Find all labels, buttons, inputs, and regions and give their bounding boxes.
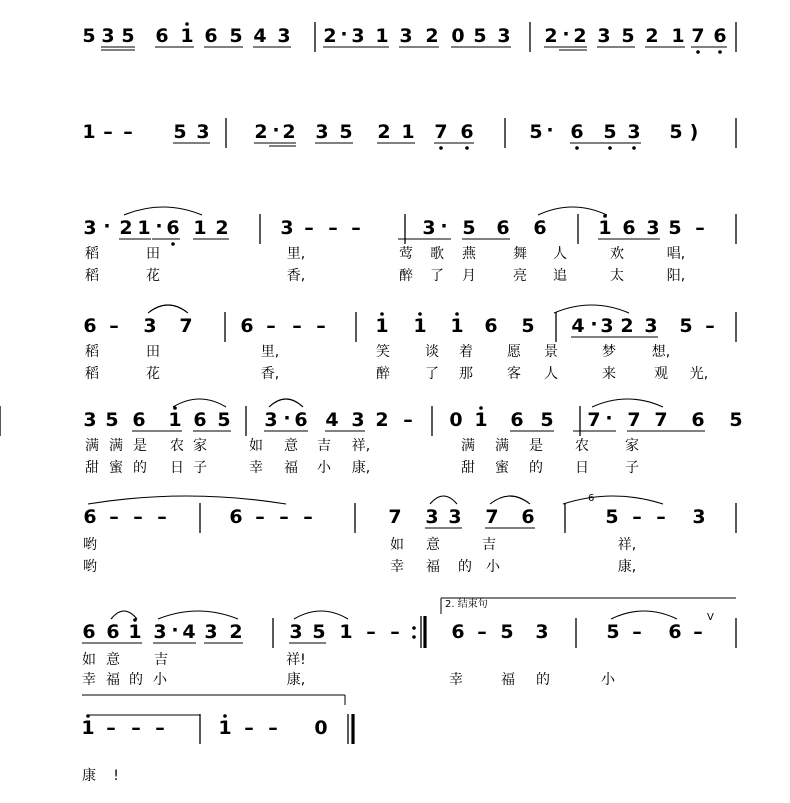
dot-duration: · bbox=[440, 215, 448, 237]
grace-note: 6 bbox=[588, 493, 595, 504]
note: 3 bbox=[597, 25, 611, 47]
lyric-syllable: 稻 bbox=[85, 344, 99, 360]
lyric-syllable: 家 bbox=[625, 438, 639, 454]
lyric-syllable: ! bbox=[113, 768, 119, 784]
dash: – bbox=[103, 121, 113, 143]
note: 5 bbox=[540, 409, 554, 431]
lyric-syllable: 稻 bbox=[85, 366, 99, 382]
note: 2 bbox=[645, 25, 659, 47]
lyric-syllable: 花 bbox=[146, 268, 160, 284]
note: 1 bbox=[339, 621, 353, 643]
lyric-syllable: 如 bbox=[390, 537, 404, 553]
lyric-syllable: 甜 bbox=[85, 460, 99, 476]
dash: – bbox=[133, 506, 143, 528]
note: 3 bbox=[204, 621, 218, 643]
low-octave-dot bbox=[575, 146, 579, 150]
lyric-syllable: 小 bbox=[601, 672, 615, 688]
lyric-syllable: 花 bbox=[146, 366, 160, 382]
note: 7 bbox=[434, 121, 448, 143]
note: 3 bbox=[646, 217, 660, 239]
note: 5 bbox=[605, 506, 619, 528]
dash: – bbox=[403, 409, 413, 431]
dash: – bbox=[109, 315, 119, 337]
lyric-syllable: 满 bbox=[495, 438, 509, 454]
tie-slur bbox=[294, 611, 348, 619]
note: 3 bbox=[692, 506, 706, 528]
lyric-syllable: 祥, bbox=[617, 537, 637, 553]
dot-duration: · bbox=[103, 215, 111, 237]
lyric-syllable: 日 bbox=[170, 460, 184, 476]
note: 6 bbox=[193, 409, 207, 431]
note: 6 bbox=[460, 121, 474, 143]
lyric-syllable: 蜜 bbox=[495, 460, 509, 476]
lyric-syllable: 家 bbox=[193, 438, 207, 454]
lyric-syllable: 如 bbox=[82, 652, 96, 668]
dot-duration: · bbox=[605, 407, 613, 429]
tie-slur bbox=[538, 207, 607, 215]
dash: – bbox=[123, 121, 133, 143]
tie-slur bbox=[430, 496, 457, 504]
note: 5 bbox=[462, 217, 476, 239]
lyric-syllable: 蜜 bbox=[109, 460, 123, 476]
note: 3 bbox=[83, 409, 97, 431]
low-octave-dot bbox=[696, 50, 700, 54]
lyric-syllable: 唱, bbox=[666, 246, 686, 262]
note: 2 bbox=[282, 121, 296, 143]
lyric-syllable: 吉 bbox=[317, 438, 331, 454]
note: 4 bbox=[571, 315, 585, 337]
tie-slur bbox=[148, 305, 188, 313]
note: 5 bbox=[529, 121, 543, 143]
note: 1 bbox=[81, 717, 95, 739]
lyric-syllable: 的 bbox=[529, 460, 543, 476]
lyric-syllable: 谈 bbox=[425, 344, 439, 360]
note: 2 bbox=[544, 25, 558, 47]
lyric-syllable: 人 bbox=[544, 366, 558, 382]
dash: – bbox=[632, 621, 642, 643]
note: 4 bbox=[325, 409, 339, 431]
note: 1 bbox=[474, 409, 488, 431]
lyric-syllable: 农 bbox=[170, 438, 184, 454]
low-octave-dot bbox=[465, 146, 469, 150]
lyric-syllable: 着 bbox=[459, 344, 473, 360]
lyric-syllable: 客 bbox=[507, 366, 521, 382]
note: 6 bbox=[570, 121, 584, 143]
lyric-syllable: 田 bbox=[146, 344, 160, 360]
note: 6 bbox=[132, 409, 146, 431]
note: 6 bbox=[294, 409, 308, 431]
lyric-syllable: 是 bbox=[529, 438, 543, 454]
note: 1 bbox=[128, 621, 142, 643]
lyric-syllable: 日 bbox=[575, 460, 589, 476]
lyric-syllable: 子 bbox=[625, 460, 639, 476]
lyric-syllable: 满 bbox=[461, 438, 475, 454]
note: 6 bbox=[166, 217, 180, 239]
dot-duration: · bbox=[155, 215, 163, 237]
lyric-syllable: 甜 bbox=[461, 460, 475, 476]
note: 3 bbox=[425, 506, 439, 528]
lyric-syllable: 的 bbox=[133, 460, 147, 476]
note: 3 bbox=[101, 25, 115, 47]
dot-duration: · bbox=[272, 119, 280, 141]
note: 1 bbox=[375, 315, 389, 337]
note: 3 bbox=[600, 315, 614, 337]
note: 2 bbox=[323, 25, 337, 47]
note: 1 bbox=[193, 217, 207, 239]
lyric-syllable: 月 bbox=[462, 268, 476, 284]
lyric-syllable: 醉 bbox=[376, 366, 390, 382]
note: 3 bbox=[422, 217, 436, 239]
note: 6 bbox=[691, 409, 705, 431]
lyric-syllable: 幸 bbox=[390, 559, 404, 575]
note: 6 bbox=[668, 621, 682, 643]
note: 5 bbox=[603, 121, 617, 143]
note: 5 bbox=[621, 25, 635, 47]
note: 1 bbox=[450, 315, 464, 337]
dash: – bbox=[255, 506, 265, 528]
note: 6 bbox=[484, 315, 498, 337]
note: 7 bbox=[587, 409, 601, 431]
note: 4 bbox=[253, 25, 267, 47]
lyric-syllable: 康, bbox=[617, 559, 637, 575]
dash: – bbox=[390, 621, 400, 643]
note: 3 bbox=[83, 217, 97, 239]
note: 2 bbox=[119, 217, 133, 239]
note: 3 bbox=[448, 506, 462, 528]
lyric-syllable: 意 bbox=[284, 438, 298, 454]
note: 3 bbox=[277, 25, 291, 47]
lyric-syllable: 的 bbox=[129, 672, 143, 688]
dot-duration: · bbox=[590, 313, 598, 335]
lyric-syllable: 福 bbox=[106, 672, 120, 688]
note: 5 bbox=[82, 25, 96, 47]
note: 1 bbox=[180, 25, 194, 47]
lyric-syllable: 了 bbox=[430, 268, 444, 284]
lyric-syllable: 愿 bbox=[507, 344, 521, 360]
note: 7 bbox=[179, 315, 193, 337]
lyric-syllable: 醉 bbox=[399, 268, 413, 284]
lyric-syllable: 的 bbox=[536, 672, 550, 688]
note: 3 bbox=[153, 621, 167, 643]
note: 6 bbox=[155, 25, 169, 47]
note: 2 bbox=[620, 315, 634, 337]
lyric-syllable: 欢 bbox=[610, 246, 624, 262]
note: 2 bbox=[573, 25, 587, 47]
dot-duration: · bbox=[283, 407, 291, 429]
lyric-syllable: 福 bbox=[501, 672, 515, 688]
note: 3 bbox=[627, 121, 641, 143]
lyric-syllable: 福 bbox=[284, 460, 298, 476]
lyric-syllable: 幸 bbox=[449, 672, 463, 688]
note: 6 bbox=[229, 506, 243, 528]
lyric-syllable: 亮 bbox=[513, 268, 527, 284]
note: 5 bbox=[521, 315, 535, 337]
dash: – bbox=[693, 621, 703, 643]
lyric-syllable: 笑 bbox=[376, 344, 390, 360]
lyric-syllable: 歌 bbox=[430, 246, 444, 262]
note: 5 bbox=[173, 121, 187, 143]
low-octave-dot bbox=[171, 242, 175, 246]
lyric-syllable: 香, bbox=[286, 268, 306, 284]
note: 6 bbox=[106, 621, 120, 643]
dot-duration: · bbox=[546, 119, 554, 141]
note: 7 bbox=[485, 506, 499, 528]
lyric-syllable: 莺 bbox=[399, 246, 413, 262]
lyric-syllable: 子 bbox=[193, 460, 207, 476]
tie-slur bbox=[592, 399, 663, 407]
dash: – bbox=[304, 217, 314, 239]
lyric-syllable: 里, bbox=[286, 246, 306, 262]
dash: – bbox=[266, 315, 276, 337]
lyric-syllable: 农 bbox=[575, 438, 589, 454]
lyric-syllable: 意 bbox=[106, 652, 120, 668]
note: 3 bbox=[280, 217, 294, 239]
low-octave-dot bbox=[718, 50, 722, 54]
lyric-syllable: 稻 bbox=[85, 246, 99, 262]
lyric-syllable: 光, bbox=[689, 366, 709, 382]
lyric-syllable: 康 bbox=[82, 768, 96, 784]
dash: – bbox=[157, 506, 167, 528]
note: 6 bbox=[521, 506, 535, 528]
note: 6 bbox=[82, 621, 96, 643]
note: 3 bbox=[264, 409, 278, 431]
note: 3 bbox=[497, 25, 511, 47]
lyric-syllable: 意 bbox=[426, 537, 440, 553]
note: 6 bbox=[713, 25, 727, 47]
lyric-syllable: 燕 bbox=[462, 246, 476, 262]
note: 1 bbox=[137, 217, 151, 239]
note: 5 bbox=[312, 621, 326, 643]
tie-slur bbox=[554, 305, 629, 313]
repeat-dot bbox=[412, 626, 416, 630]
dash: – bbox=[303, 506, 313, 528]
low-octave-dot bbox=[608, 146, 612, 150]
note: 2 bbox=[375, 409, 389, 431]
tie-slur bbox=[88, 496, 286, 504]
tie-slur bbox=[611, 611, 677, 619]
lyric-syllable: 舞 bbox=[513, 246, 527, 262]
note: 0 bbox=[451, 25, 465, 47]
note: 2 bbox=[377, 121, 391, 143]
dash: – bbox=[155, 717, 165, 739]
note: 3 bbox=[399, 25, 413, 47]
dot-duration: · bbox=[171, 619, 179, 641]
lyric-syllable: 祥! bbox=[286, 652, 306, 668]
note: 6 bbox=[622, 217, 636, 239]
note: 1 bbox=[671, 25, 685, 47]
note: 5 bbox=[229, 25, 243, 47]
note: 3 bbox=[196, 121, 210, 143]
lyric-syllable: 追 bbox=[553, 268, 567, 284]
note: 5 bbox=[217, 409, 231, 431]
lyric-syllable: 来 bbox=[602, 366, 616, 382]
note: 5 bbox=[679, 315, 693, 337]
note: 2 bbox=[215, 217, 229, 239]
lyric-syllable: 是 bbox=[133, 438, 147, 454]
tie-slur bbox=[124, 207, 202, 215]
note: 7 bbox=[627, 409, 641, 431]
lyric-syllable: 小 bbox=[153, 672, 167, 688]
lyric-syllable: 的 bbox=[458, 559, 472, 575]
dash: – bbox=[328, 217, 338, 239]
note: 3 bbox=[289, 621, 303, 643]
dot-duration: · bbox=[340, 23, 348, 45]
note: 5 bbox=[339, 121, 353, 143]
note: 6 bbox=[533, 217, 547, 239]
lyric-syllable: 哟 bbox=[83, 537, 97, 553]
note: 6 bbox=[510, 409, 524, 431]
note: 6 bbox=[83, 315, 97, 337]
note: 3 bbox=[351, 409, 365, 431]
note: 3 bbox=[535, 621, 549, 643]
dash: – bbox=[131, 717, 141, 739]
note: 5 bbox=[500, 621, 514, 643]
low-octave-dot bbox=[632, 146, 636, 150]
note: 1 bbox=[598, 217, 612, 239]
note: 2 bbox=[229, 621, 243, 643]
note: 1 bbox=[401, 121, 415, 143]
lyric-syllable: 康, bbox=[351, 460, 371, 476]
note: 5 bbox=[105, 409, 119, 431]
note: 5 bbox=[669, 121, 683, 143]
lyric-syllable: 哟 bbox=[83, 559, 97, 575]
lyric-syllable: 如 bbox=[249, 438, 263, 454]
note: 7 bbox=[654, 409, 668, 431]
note: 4 bbox=[182, 621, 196, 643]
dot-duration: · bbox=[562, 23, 570, 45]
note: 7 bbox=[388, 506, 402, 528]
note: 6 bbox=[204, 25, 218, 47]
breath-mark: V bbox=[707, 612, 714, 623]
lyric-syllable: 人 bbox=[553, 246, 567, 262]
dash: – bbox=[705, 315, 715, 337]
dash: – bbox=[292, 315, 302, 337]
note: 1 bbox=[375, 25, 389, 47]
lyric-syllable: 吉 bbox=[154, 652, 168, 668]
note: 0 bbox=[314, 717, 328, 739]
dash: – bbox=[477, 621, 487, 643]
dash: – bbox=[268, 717, 278, 739]
low-octave-dot bbox=[439, 146, 443, 150]
tie-slur bbox=[269, 399, 303, 407]
note: 1 bbox=[168, 409, 182, 431]
lyric-syllable: 满 bbox=[109, 438, 123, 454]
lyric-syllable: 小 bbox=[317, 460, 331, 476]
lyric-syllable: 田 bbox=[146, 246, 160, 262]
note: 1 bbox=[218, 717, 232, 739]
lyric-syllable: 景 bbox=[544, 344, 558, 360]
lyric-syllable: 稻 bbox=[85, 268, 99, 284]
lyric-syllable: 阳, bbox=[666, 268, 686, 284]
dash: – bbox=[656, 506, 666, 528]
dash: – bbox=[316, 315, 326, 337]
lyric-syllable: 那 bbox=[459, 366, 473, 382]
note: ) bbox=[689, 121, 699, 143]
note: 6 bbox=[496, 217, 510, 239]
lyric-syllable: 小 bbox=[486, 559, 500, 575]
lyric-syllable: 福 bbox=[426, 559, 440, 575]
tie-slur bbox=[111, 611, 137, 619]
note: 6 bbox=[240, 315, 254, 337]
lyric-syllable: 想, bbox=[651, 344, 671, 360]
repeat-dot bbox=[412, 635, 416, 639]
lyric-syllable: 观 bbox=[654, 366, 668, 382]
lyric-syllable: 祥, bbox=[351, 438, 371, 454]
lyric-syllable: 幸 bbox=[249, 460, 263, 476]
dash: – bbox=[351, 217, 361, 239]
dash: – bbox=[632, 506, 642, 528]
note: 7 bbox=[691, 25, 705, 47]
note: 2 bbox=[254, 121, 268, 143]
note: 5 bbox=[668, 217, 682, 239]
tie-slur bbox=[490, 496, 530, 504]
note: 6 bbox=[83, 506, 97, 528]
lyric-syllable: 满 bbox=[85, 438, 99, 454]
note: 6 bbox=[451, 621, 465, 643]
tie-slur bbox=[173, 399, 226, 407]
tie-slur bbox=[563, 496, 663, 504]
note: 5 bbox=[473, 25, 487, 47]
lyric-syllable: 幸 bbox=[82, 672, 96, 688]
lyric-syllable: 里, bbox=[260, 344, 280, 360]
lyric-syllable: 太 bbox=[610, 268, 624, 284]
dash: – bbox=[109, 506, 119, 528]
lyric-syllable: 香, bbox=[260, 366, 280, 382]
note: 5 bbox=[606, 621, 620, 643]
note: 0 bbox=[449, 409, 463, 431]
dash: – bbox=[279, 506, 289, 528]
dash: – bbox=[244, 717, 254, 739]
dash: – bbox=[695, 217, 705, 239]
note: 2 bbox=[425, 25, 439, 47]
note: 3 bbox=[351, 25, 365, 47]
note: 3 bbox=[315, 121, 329, 143]
lyric-syllable: 康, bbox=[286, 672, 306, 688]
lyric-syllable: 吉 bbox=[482, 537, 496, 553]
tie-slur bbox=[158, 611, 238, 619]
note: 3 bbox=[143, 315, 157, 337]
note: 3 bbox=[644, 315, 658, 337]
dash: – bbox=[366, 621, 376, 643]
volta-label: 2. 结束句 bbox=[445, 599, 488, 610]
note: 5 bbox=[121, 25, 135, 47]
lyric-syllable: 了 bbox=[425, 366, 439, 382]
note: 5 bbox=[729, 409, 743, 431]
note: 1 bbox=[413, 315, 427, 337]
note: 1 bbox=[82, 121, 96, 143]
lyric-syllable: 梦 bbox=[602, 344, 616, 360]
dash: – bbox=[106, 717, 116, 739]
